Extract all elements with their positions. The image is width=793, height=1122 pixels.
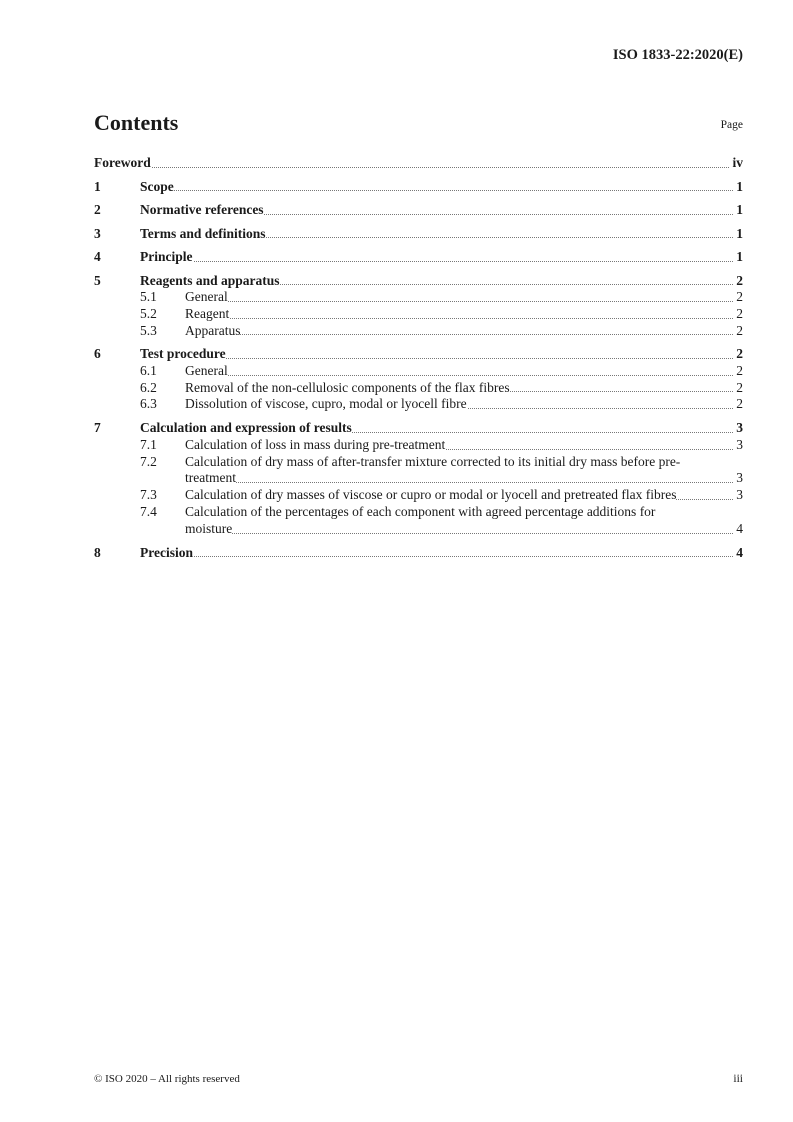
toc-entry-title[interactable]: General [185,289,228,304]
toc-entry-page: 1 [736,178,743,194]
toc-entry-number: 5 [94,272,101,288]
toc-entry-number: 5.2 [140,305,157,321]
toc-entry-page: 2 [736,362,743,378]
footer-page-number: iii [733,1073,743,1085]
toc-entry-number: 7.3 [140,487,157,503]
toc-entry-page: 1 [736,225,743,241]
toc-entry[interactable] [94,226,743,243]
toc-entry[interactable] [94,420,743,437]
toc-entry[interactable] [94,545,743,562]
table-of-contents [94,155,743,561]
toc-entry-title[interactable]: Normative references [140,202,264,217]
toc-entry-number: 6.2 [140,379,157,395]
toc-entry-title[interactable]: Precision [140,544,193,560]
toc-entry-page: iv [732,155,743,170]
toc-entry[interactable] [94,346,743,363]
toc-entry-page: 4 [736,520,743,536]
toc-entry-body [185,363,743,380]
toc-entry-title[interactable]: Removal of the non-cellulosic components of the flax fibres [185,379,510,395]
toc-entry-number: 2 [94,202,101,217]
toc-entry-page: 1 [736,202,743,217]
toc-entry-number: 8 [94,544,101,560]
toc-entry-body [140,202,743,219]
toc-entry-body [140,179,743,196]
toc-entry-page: 2 [736,396,743,412]
toc-entry-number: 7.4 [140,503,157,519]
toc-entry[interactable] [94,249,743,266]
toc-entry-number: 7.2 [140,453,157,469]
toc-entry-title[interactable]: Calculation of loss in mass during pre-treatment [185,436,446,452]
toc-entry-body [185,504,743,538]
toc-entry-title[interactable]: Reagents and apparatus [140,272,280,288]
toc-entry-number: 3 [94,225,101,241]
toc-entry-page: 2 [736,272,743,288]
toc-entry-title[interactable]: Scope [140,178,174,194]
copyright-footer: © ISO 2020 – All rights reserved [94,1073,240,1085]
toc-subentry[interactable] [94,380,743,397]
toc-entry-body [185,289,743,306]
toc-entry-title[interactable]: Principle [140,249,193,264]
toc-entry-page: 2 [736,322,743,338]
toc-entry-number: 7 [94,420,101,436]
toc-entry-body [185,487,743,504]
toc-entry-number: 5.3 [140,322,157,338]
toc-entry-page: 2 [736,305,743,321]
toc-entry-number: 4 [94,249,101,264]
toc-entry-body [185,454,743,488]
toc-entry-title[interactable]: Calculation of the percentages of each component with agreed percentage additions for moisture [185,503,656,536]
toc-entry[interactable] [94,179,743,196]
toc-entry-body [140,545,743,562]
toc-entry[interactable] [94,155,743,172]
toc-entry-page: 4 [736,544,743,560]
page-title: Contents [94,110,179,135]
toc-entry-page: 3 [736,436,743,452]
toc-entry-body [185,306,743,323]
toc-subentry[interactable] [94,437,743,454]
toc-entry-page: 3 [736,487,743,503]
toc-subentry[interactable] [94,289,743,306]
toc-entry-page: 2 [736,379,743,395]
toc-subentry[interactable] [94,504,743,538]
toc-entry-title[interactable]: Test procedure [140,346,226,362]
toc-entry-number: 5.1 [140,289,157,304]
toc-entry-page: 3 [736,470,743,486]
toc-entry-page: 3 [736,420,743,436]
toc-entry-body [185,396,743,413]
toc-entry-title[interactable]: Calculation and expression of results [140,420,352,436]
toc-entry-body [94,155,743,172]
toc-entry-body [185,323,743,340]
toc-entry-title[interactable]: Calculation of dry masses of viscose or cupro or modal or lyocell and pretreated flax fibres [185,487,677,503]
page-column-label: Page [720,119,743,131]
toc-subentry[interactable] [94,323,743,340]
toc-subentry[interactable] [94,396,743,413]
toc-subentry[interactable] [94,487,743,504]
toc-entry[interactable] [94,202,743,219]
toc-entry-number: 6.3 [140,396,157,412]
toc-entry-title[interactable]: Reagent [185,305,230,321]
toc-entry-title[interactable]: Terms and definitions [140,225,266,241]
toc-entry-number: 6.1 [140,362,157,378]
toc-entry-body [140,346,743,363]
toc-entry-title[interactable]: Dissolution of viscose, cupro, modal or lyocell fibre [185,396,467,412]
toc-entry-body [140,273,743,290]
document-id: ISO 1833-22:2020(E) [612,47,743,63]
toc-entry-body [140,420,743,437]
toc-entry-title[interactable]: Calculation of dry mass of after-transfer mixture corrected to its initial dry mass before pre-treatment [185,453,681,486]
toc-entry-title[interactable]: Apparatus [185,322,241,338]
toc-entry-title[interactable]: Foreword [94,155,151,170]
toc-subentry[interactable] [94,306,743,323]
toc-entry-number: 1 [94,178,101,194]
toc-entry-body [140,226,743,243]
toc-entry-number: 7.1 [140,436,157,452]
toc-entry-body [140,249,743,266]
toc-entry-number: 6 [94,346,101,362]
toc-entry-page: 2 [736,289,743,304]
toc-entry-title[interactable]: General [185,362,228,378]
toc-subentry[interactable] [94,454,743,488]
toc-subentry[interactable] [94,363,743,380]
toc-entry-body [185,437,743,454]
toc-entry-page: 1 [736,249,743,264]
toc-entry-body [185,380,743,397]
toc-entry[interactable] [94,273,743,290]
toc-entry-page: 2 [736,346,743,362]
